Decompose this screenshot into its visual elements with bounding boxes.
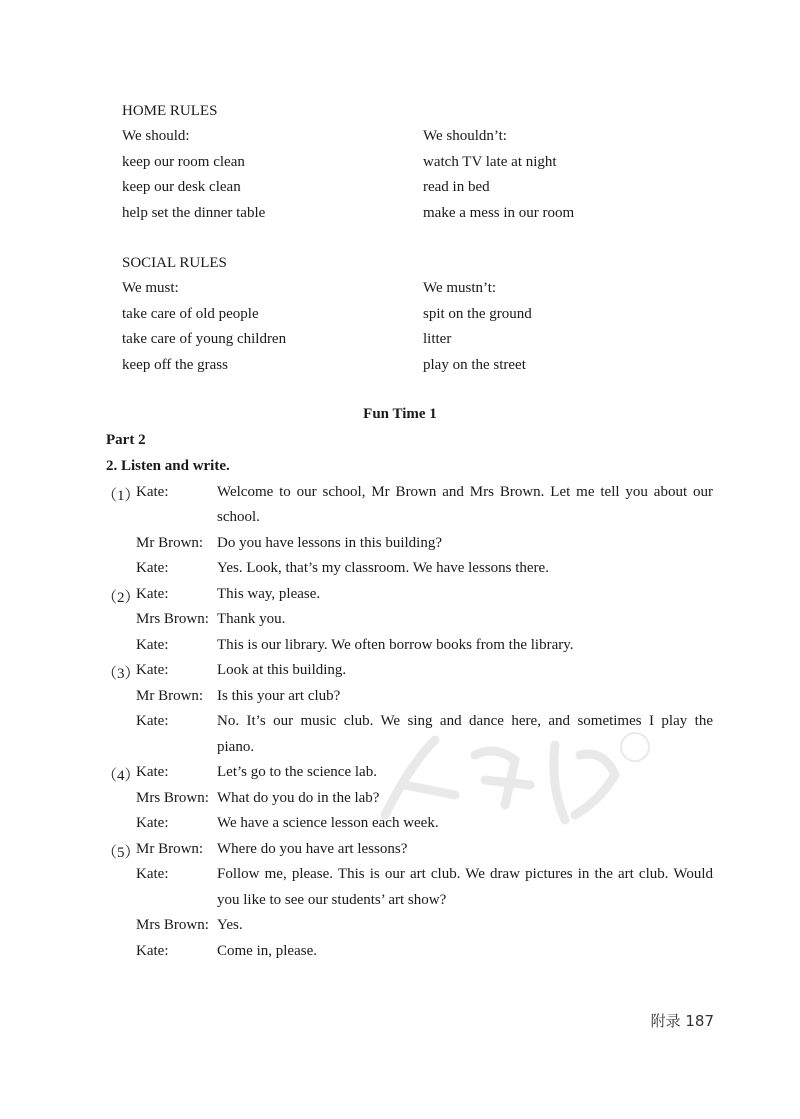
home-rule-shouldnt: make a mess in our room [423,205,575,221]
social-rules-left-header: We must: [122,280,179,296]
home-rules-header-row [122,128,722,150]
dialogue-line [0,688,800,710]
dialogue-line [0,662,800,684]
speaker: Mr Brown: [136,535,204,551]
speaker: Kate: [136,484,169,500]
item-number: （2） [102,590,140,606]
social-rule-mustnt: litter [423,331,452,347]
dialogue-text: Follow me, please. This is our art club. We draw pictures in the art club. Would [217,866,713,882]
watermark-logo [365,725,655,835]
dialogue-text: Where do you have art lessons? [217,841,408,857]
social-rules-right-header: We mustn’t: [423,280,497,296]
speaker: Mr Brown: [136,688,204,704]
item-number: （1） [102,488,140,504]
dialogue-line [0,484,800,506]
dialogue-text: school. [217,509,260,525]
dialogue-line [0,560,800,582]
dialogue-continuation [0,892,800,914]
social-rules-row [122,306,722,328]
home-rules-left-header: We should: [122,128,190,144]
speaker: Kate: [136,815,169,831]
dialogue-text: This is our library. We often borrow books from the library. [217,637,574,653]
speaker: Kate: [136,713,169,729]
dialogue-text: Look at this building. [217,662,347,678]
dialogue-text: Yes. Look, that’s my classroom. We have lessons there. [217,560,549,576]
dialogue-line [0,611,800,633]
home-rule-shouldnt: read in bed [423,179,490,195]
social-rules-row [122,331,722,353]
dialogue-text: Yes. [217,917,243,933]
dialogue-text: What do you do in the lab? [217,790,380,806]
home-rule-should: keep our desk clean [122,179,241,195]
dialogue-text: No. It’s our music club. We sing and dance here, and sometimes I play the [217,713,713,729]
social-rules-header-row [122,280,722,302]
dialogue-text: Let’s go to the science lab. [217,764,377,780]
home-rules-title: HOME RULES [122,103,218,119]
social-rule-must: keep off the grass [122,357,228,373]
dialogue-continuation [0,509,800,531]
speaker: Kate: [136,586,169,602]
dialogue-text: piano. [217,739,255,755]
dialogue-line [0,637,800,659]
dialogue-text: Come in, please. [217,943,317,959]
speaker: Kate: [136,764,169,780]
dialogue-text: Welcome to our school, Mr Brown and Mrs Brown. Let me tell you about our [217,484,713,500]
social-rule-mustnt: spit on the ground [423,306,532,322]
social-rule-must: take care of young children [122,331,287,347]
item-number: （3） [102,666,140,682]
dialogue-line [0,943,800,965]
speaker: Kate: [136,637,169,653]
page-number: 附录 187 [650,1012,714,1030]
social-rule-must: take care of old people [122,306,259,322]
dialogue-text: We have a science lesson each week. [217,815,439,831]
home-rules-row [122,179,722,201]
speaker: Kate: [136,866,169,882]
item-number: （4） [102,768,140,784]
home-rules-row [122,205,722,227]
home-rule-should: help set the dinner table [122,205,266,221]
home-rules-row [122,154,722,176]
dialogue-line [0,586,800,608]
exercise-label: 2. Listen and write. [106,458,230,474]
dialogue-line [0,535,800,557]
home-rule-should: keep our room clean [122,154,245,170]
home-rule-shouldnt: watch TV late at night [423,154,557,170]
dialogue-text: This way, please. [217,586,321,602]
dialogue-text: Is this your art club? [217,688,341,704]
speaker: Mr Brown: [136,841,204,857]
social-rules-row [122,357,722,379]
dialogue-line [0,841,800,863]
dialogue-text: Thank you. [217,611,286,627]
speaker: Kate: [136,560,169,576]
dialogue-line [0,866,800,888]
social-rules-title: SOCIAL RULES [122,255,227,271]
speaker: Mrs Brown: [136,917,209,933]
social-rule-mustnt: play on the street [423,357,526,373]
dialogue-line [0,917,800,939]
dialogue-text: Do you have lessons in this building? [217,535,442,551]
speaker: Mrs Brown: [136,611,209,627]
speaker: Mrs Brown: [136,790,209,806]
section-title: Fun Time 1 [363,406,437,422]
item-number: （5） [102,845,140,861]
home-rules-right-header: We shouldn’t: [423,128,507,144]
part-label: Part 2 [106,432,146,448]
speaker: Kate: [136,662,169,678]
dialogue-text: you like to see our students’ art show? [217,892,447,908]
speaker: Kate: [136,943,169,959]
